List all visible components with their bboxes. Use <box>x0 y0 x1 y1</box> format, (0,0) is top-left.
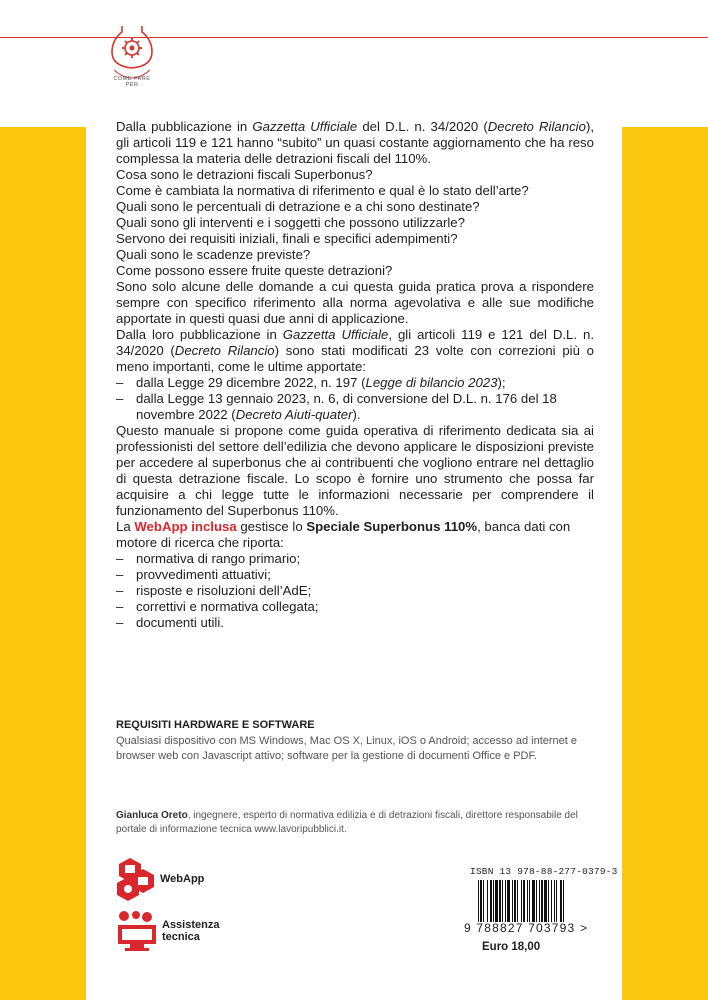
barcode-bar <box>493 880 494 922</box>
webapp-label: WebApp <box>160 873 205 885</box>
barcode-bar <box>480 880 482 922</box>
requirements-text: Qualsiasi dispositivo con MS Windows, Mac OS X, Linux, iOS o Android; accesso ad internet e browser web con Javascript attivo; software per la gestione di documenti Office e PDF. <box>116 735 577 762</box>
barcode-bar <box>560 880 562 922</box>
question: Quali sono le scadenze previste? <box>116 247 311 262</box>
author-note: Gianluca Oreto, ingegnere, esperto di normativa edilizia e di detrazioni fiscali, direttore responsabile del portale di informazione tecnica www.lavoripubblici.it. <box>116 810 578 835</box>
barcode-bar <box>490 880 492 922</box>
barcode-bar <box>502 880 503 922</box>
barcode-bar <box>551 880 552 922</box>
list-item: – documenti utili. <box>116 615 594 631</box>
updates-list <box>116 375 594 423</box>
requirements-title: REQUISITI HARDWARE E SOFTWARE <box>116 719 315 731</box>
webapp-features-list <box>116 551 594 631</box>
question: Come possono essere fruite queste detrazioni? <box>116 263 393 278</box>
barcode-bar <box>505 880 506 922</box>
back-cover-text <box>116 119 594 631</box>
price: Euro 18,00 <box>482 941 541 953</box>
question: Come è cambiata la normativa di riferimento e qual è lo stato dell’arte? <box>116 183 529 198</box>
barcode-digits: 9 788827 703793 > <box>464 921 589 935</box>
logo-text: COME FARE PER <box>113 76 151 88</box>
barcode-bar <box>521 880 522 922</box>
right-yellow-band <box>622 127 708 1000</box>
barcode-bar <box>544 880 547 922</box>
barcode-bar <box>539 880 540 922</box>
intro-paragraph: Dalla pubblicazione in Gazzetta Ufficiale del D.L. n. 34/2020 (Decreto Rilancio), gli articoli 119 e 121 hanno “subito” un quasi costante aggiornamento che ha reso complessa la materia delle detrazioni fiscali del 110%. <box>116 119 595 166</box>
question: Cosa sono le detrazioni fiscali Superbonus? <box>116 167 373 182</box>
barcode-bar <box>507 880 510 922</box>
barcode-bar <box>523 880 525 922</box>
barcode <box>478 880 590 922</box>
assistance-label: Assistenza tecnica <box>162 919 220 943</box>
barcode-bar <box>517 880 518 922</box>
question: Servono dei requisiti iniziali, finali e specifici adempimenti? <box>116 231 458 246</box>
list-item: – provvedimenti attuativi; <box>116 567 594 583</box>
left-yellow-band <box>0 127 86 1000</box>
webapp-devices-icon <box>116 857 156 901</box>
webapp-badge <box>116 857 204 901</box>
barcode-bar <box>536 880 537 922</box>
body-paragraph-3: Questo manuale si propone come guida operativa di riferimento dedicata sia ai professionisti del settore dell’edilizia che devono applicare le disposizioni previste per accedere al superbonus che ai contribuenti che vogliono entrare nel dettaglio di questa detrazione fiscale. Lo scopo è fornire uno strumento che possa far acquisire a chi legge tutte le informazioni necessarie per comprendere il funzionamento del Superbonus 110%. <box>116 423 594 518</box>
barcode-bar <box>495 880 498 922</box>
requirements-section <box>116 718 594 764</box>
barcode-bar <box>527 880 528 922</box>
barcode-bar <box>548 880 549 922</box>
barcode-bar <box>541 880 543 922</box>
assistance-badge <box>116 910 219 952</box>
list-item: – risposte e risoluzioni dell’AdE; <box>116 583 594 599</box>
list-item: – dalla Legge 13 gennaio 2023, n. 6, di conversione del D.L. n. 176 del 18 novembre 2022 (Decreto Aiuti-quater). <box>116 391 594 423</box>
list-item: – normativa di rango primario; <box>116 551 594 567</box>
barcode-bar <box>554 880 555 922</box>
barcode-bar <box>532 880 535 922</box>
question: Quali sono gli interventi e i soggetti che possono utilizzarle? <box>116 215 465 230</box>
barcode-bar <box>499 880 501 922</box>
top-red-rule <box>0 37 708 38</box>
barcode-bar <box>512 880 513 922</box>
body-paragraph-1: Sono solo alcune delle domande a cui questa guida pratica prova a rispondere sempre con specifico riferimento alla norma agevolativa e alle sue modifiche apportate in questi quasi due anni di applicazione. <box>116 279 594 326</box>
list-item: – dalla Legge 29 dicembre 2022, n. 197 (Legge di bilancio 2023); <box>116 375 594 391</box>
barcode-bar <box>487 880 488 922</box>
question: Quali sono le percentuali di detrazione e a chi sono destinate? <box>116 199 480 214</box>
barcode-bar <box>483 880 484 922</box>
barcode-bar <box>529 880 530 922</box>
body-paragraph-2: Dalla loro pubblicazione in Gazzetta Ufficiale, gli articoli 119 e 121 del D.L. n. 34/2020 (Decreto Rilancio) sono stati modificati 23 volte con correzioni più o meno importanti, come le ultime apportate: <box>116 327 594 374</box>
support-computer-icon <box>116 910 158 952</box>
barcode-bar <box>514 880 516 922</box>
webapp-paragraph: La WebApp inclusa gestisce lo Speciale Superbonus 110%, banca dati con motore di ricerca che riporta: <box>116 519 571 550</box>
list-item: – correttivi e normativa collegata; <box>116 599 594 615</box>
barcode-bar <box>478 880 479 922</box>
barcode-bar <box>556 880 557 922</box>
barcode-bar <box>563 880 564 922</box>
isbn-label: ISBN 13 978-88-277-0379-3 <box>470 866 618 877</box>
